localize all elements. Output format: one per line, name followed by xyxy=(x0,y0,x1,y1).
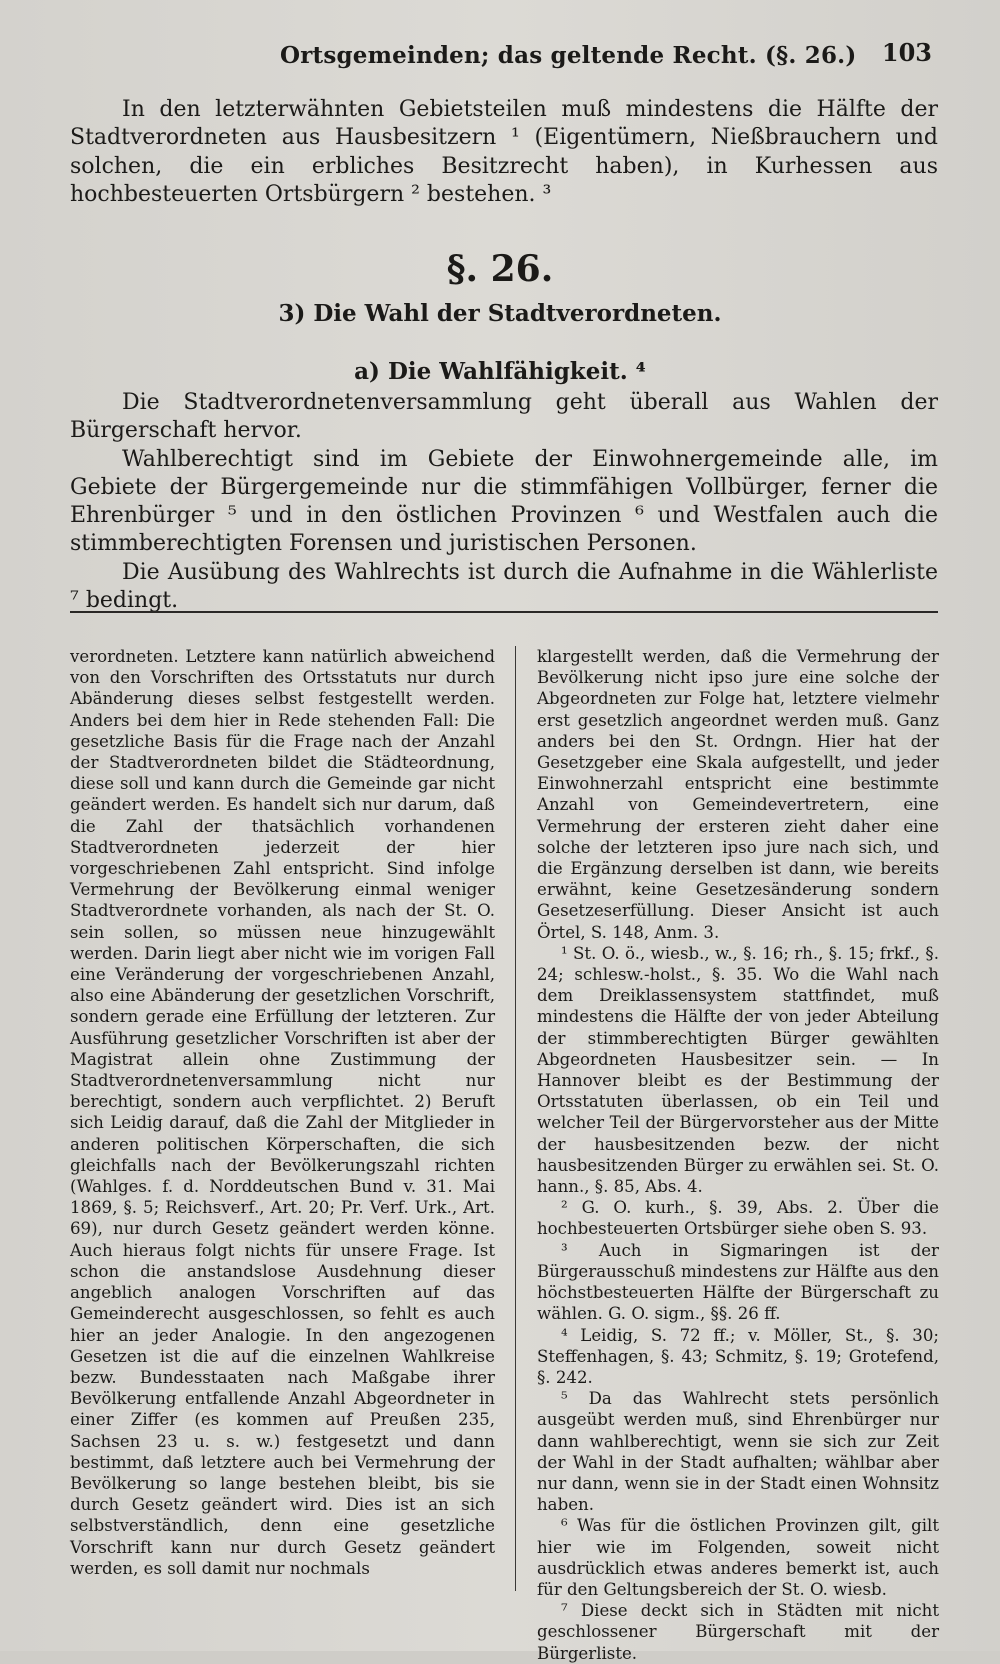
footnote-3: ³ Auch in Sigmaringen ist der Bürgerausschuß mindestens zur Hälfte aus den höchstbesteuerten Hälfte der Bürgerschaft zu wählen. G. O. sigm., §§. 26 ff. xyxy=(537,1240,939,1324)
left-footnote-column xyxy=(70,646,495,1579)
footnote-divider xyxy=(70,611,938,613)
intro-paragraph: In den letzterwähnten Gebietsteilen muß mindestens die Hälfte der Stadtverordneten aus Hausbesitzern ¹ (Eigentümern, Nießbrauchern und solchen, die ein erbliches Besitzrecht haben), in Kurhessen aus hochbesteuerten Ortsbürgern ² bestehen. ³ xyxy=(70,97,938,207)
section-title: 3) Die Wahl der Stadtverordneten. xyxy=(278,300,722,327)
footnote-continuation: klargestellt werden, daß die Vermehrung der Bevölkerung nicht ipso jure eine solche der Abgeordneten zur Folge hat, letztere vielmehr erst gesetzlich angeordnet werden muß. Ganz anders bei den St. Ordngn. Hier hat der Gesetzgeber eine Skala aufgestellt, und jeder Einwohnerzahl entspricht eine bestimmte Anzahl von Gemeindevertretern, eine Vermehrung der ersteren zieht daher eine solche der letzteren ipso jure nach sich, und die Ergänzung derselben ist dann, wie bereits erwähnt, keine Gesetzesänderung sondern Gesetzeserfüllung. Dieser Ansicht ist auch Örtel, S. 148, Anm. 3. xyxy=(537,647,939,942)
footnote-5: ⁵ Da das Wahlrecht stets persönlich ausgeübt werden muß, sind Ehrenbürger nur dann wahlberechtigt, wenn sie sich zur Zeit der Wahl in der Stadt aufhalten; wählbar aber nur dann, wenn sie in der Stadt einen Wohnsitz haben. xyxy=(537,1389,939,1515)
section-body xyxy=(70,389,938,615)
page-header xyxy=(70,38,940,78)
footnote-7: ⁷ Diese deckt sich in Städten mit nicht geschlossener Bürgerschaft mit der Bürgerliste. xyxy=(537,1601,939,1663)
footnote-4: ⁴ Leidig, S. 72 ff.; v. Möller, St., §. 30; Steffenhagen, §. 43; Schmitz, §. 19; Grotefend, §. 242. xyxy=(537,1325,939,1387)
body-paragraph: Die Stadtverordnetenversammlung geht überall aus Wahlen der Bürgerschaft hervor. xyxy=(70,390,938,444)
subsection-title: a) Die Wahlfähigkeit. ⁴ xyxy=(354,358,646,385)
footnote-2: ² G. O. kurh., §. 39, Abs. 2. Über die hochbesteuerten Ortsbürger siehe oben S. 93. xyxy=(537,1198,939,1239)
right-footnote-column xyxy=(537,646,939,1664)
page-number: 103 xyxy=(881,38,932,67)
body-paragraph: Wahlberechtigt sind im Gebiete der Einwohnergemeinde alle, im Gebiete der Bürgergemeinde nur die stimmfähigen Vollbürger, ferner die Ehrenbürger ⁵ und in den östlichen Provinzen ⁶ und Westfalen auch die stimmberechtigten Forensen und juristischen Personen. xyxy=(70,446,938,557)
footnote-1: ¹ St. O. ö., wiesb., w., §. 16; rh., §. 15; frkf., §. 24; schlesw.-holst., §. 35. Wo die Wahl nach dem Dreiklassensystem stattfindet, muß mindestens die Hälfte der von jeder Abteilung der stimmberechtigten Bürger gewählten Abgeordneten Hausbesitzer sein. — In Hannover bleibt es der Bestimmung der Ortsstatuten überlassen, ob ein Teil und welcher Teil der Bürgervorsteher aus der Mitte der hausbesitzenden bezw. der nicht hausbesitzenden Bürger zu erwählen sei. St. O. hann., §. 85, Abs. 4. xyxy=(537,943,939,1197)
intro-text xyxy=(70,96,938,209)
running-head: Ortsgemeinden; das geltende Recht. (§. 26.) xyxy=(280,42,857,69)
footnote-continuation: verordneten. Letztere kann natürlich abweichend von den Vorschriften des Ortsstatuts nur durch Abänderung dieses selbst festgestellt werden. Anders bei dem hier in Rede stehenden Fall: Die gesetzliche Basis für die Frage nach der Anzahl der Stadtverordneten bildet die Städteordnung, diese soll und kann durch die Gemeinde gar nicht geändert werden. Es handelt sich nur darum, daß die Zahl der thatsächlich vorhandenen Stadtverordneten jederzeit der hier vorgeschriebenen Zahl entspricht. Sind infolge Vermehrung der Bevölkerung einmal weniger Stadtverordnete vorhanden, als nach der St. O. sein sollen, so müssen neue hinzugewählt werden. Darin liegt aber nicht wie im vorigen Fall eine Veränderung der vorgeschriebenen Anzahl, also eine Abänderung der gesetzlichen Vorschrift, sondern gerade eine Erfüllung der letzteren. Zur Ausführung gesetzlicher Vorschriften ist aber der Magistrat allein ohne Zustimmung der Stadtverordnetenversammlung nicht nur berechtigt, sondern auch verpflichtet. 2) Beruft sich Leidig darauf, daß die Zahl der Mitglieder in anderen politischen Körperschaften, die sich gleichfalls nach der Bevölkerungszahl richten (Wahlges. f. d. Norddeutschen Bund v. 31. Mai 1869, §. 5; Reichsverf., Art. 20; Pr. Verf. Urk., Art. 69), nur durch Gesetz geändert werden könne. Auch hieraus folgt nichts für unsere Frage. Ist schon die anstandslose Ausdehnung dieser angeblich analogen Vorschriften auf das Gemeinderecht ausgeschlossen, so fehlt es auch hier an jeder Analogie. In den angezogenen Gesetzen ist die auf die einzelnen Wahlkreise bezw. Bundesstaaten nach Maßgabe ihrer Bevölkerung entfallende Anzahl Abgeordneter in einer Ziffer (es kommen auf Preußen 235, Sachsen 23 u. s. w.) festgesetzt und dann bestimmt, daß letztere auch bei Vermehrung der Bevölkerung so lange bestehen bleibt, bis sie durch Gesetz geändert wird. Dies ist an sich selbstverständlich, denn eine gesetzliche Vorschrift kann nur durch Gesetz geändert werden, es soll damit nur nochmals xyxy=(70,647,495,1578)
footnote-6: ⁶ Was für die östlichen Provinzen gilt, gilt hier wie im Folgenden, soweit nicht ausdrücklich etwas anderes bemerkt ist, auch für den Geltungsbereich der St. O. wiesb. xyxy=(537,1516,939,1599)
body-paragraph: Die Ausübung des Wahlrechts ist durch die Aufnahme in die Wählerliste ⁷ bedingt. xyxy=(70,559,938,614)
column-divider xyxy=(515,646,516,1591)
section-number: §. 26. xyxy=(446,248,554,290)
